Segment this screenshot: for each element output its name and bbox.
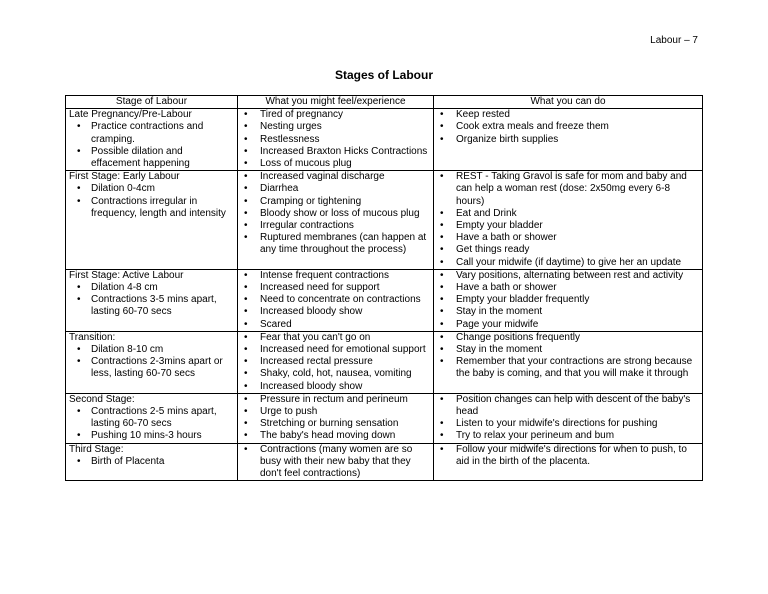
- stages-table: [65, 95, 703, 481]
- stage-detail-item: • Contractions 2-3mins apart or less, lasting 60-70 secs: [69, 356, 234, 380]
- stage-detail-item: • Dilation 8-10 cm: [69, 344, 234, 356]
- feel-item: • Loss of mucous plug: [241, 158, 430, 170]
- feel-item: • Bloody show or loss of mucous plug: [241, 208, 430, 220]
- feel-item: • Restlessness: [241, 134, 430, 146]
- feel-list: [241, 109, 430, 170]
- stage-name: Late Pregnancy/Pre-Labour: [69, 109, 192, 121]
- do-item: • Have a bath or shower: [437, 232, 699, 244]
- do-item: • Stay in the moment: [437, 344, 699, 356]
- stage-detail-item: • Practice contractions and cramping.: [69, 121, 234, 145]
- column-header-do: What you can do: [434, 96, 703, 109]
- do-item: • Organize birth supplies: [437, 134, 699, 146]
- stage-detail-item: • Birth of Placenta: [69, 456, 234, 468]
- do-cell: [434, 269, 703, 331]
- stage-detail-item: • Pushing 10 mins-3 hours: [69, 430, 234, 442]
- feel-item: • Increased bloody show: [241, 306, 430, 318]
- feel-list: [241, 444, 430, 481]
- document-title: Stages of Labour: [334, 68, 433, 82]
- table-row: [66, 269, 703, 331]
- feel-cell: [238, 109, 434, 171]
- do-item: • Vary positions, alternating between rest and activity: [437, 270, 699, 282]
- stage-detail-list: [69, 183, 234, 220]
- table-row: [66, 109, 703, 171]
- feel-item: • Intense frequent contractions: [241, 270, 430, 282]
- stage-detail-list: [69, 344, 234, 381]
- do-list: [437, 270, 699, 331]
- stage-cell: [66, 393, 238, 443]
- stage-name: First Stage: Active Labour: [69, 269, 184, 281]
- feel-item: • Fear that you can't go on: [241, 332, 430, 344]
- do-item: • Listen to your midwife's directions for pushing: [437, 418, 699, 430]
- feel-item: • Shaky, cold, hot, nausea, vomiting: [241, 368, 430, 380]
- feel-item: • Increased need for emotional support: [241, 344, 430, 356]
- stage-detail-item: • Possible dilation and effacement happening: [69, 146, 234, 170]
- feel-cell: [238, 331, 434, 393]
- column-header-stage: Stage of Labour: [66, 96, 238, 109]
- do-item: • Position changes can help with descent of the baby's head: [437, 394, 699, 418]
- do-item: • Stay in the moment: [437, 306, 699, 318]
- do-item: • Empty your bladder: [437, 220, 699, 232]
- stage-name: First Stage: Early Labour: [69, 171, 180, 183]
- stage-detail-item: • Contractions 3-5 mins apart, lasting 60-70 secs: [69, 294, 234, 318]
- feel-item: • Scared: [241, 319, 430, 331]
- do-item: • Eat and Drink: [437, 208, 699, 220]
- do-cell: [434, 443, 703, 481]
- feel-item: • Increased vaginal discharge: [241, 171, 430, 183]
- feel-item: • Urge to push: [241, 406, 430, 418]
- feel-cell: [238, 171, 434, 270]
- stage-detail-item: • Dilation 0-4cm: [69, 183, 234, 195]
- do-item: • Remember that your contractions are strong because the baby is coming, and that you will make it through: [437, 356, 699, 380]
- feel-item: • Ruptured membranes (can happen at any time throughout the process): [241, 232, 430, 256]
- do-list: [437, 171, 699, 269]
- stage-detail-list: [69, 121, 234, 170]
- feel-cell: [238, 443, 434, 481]
- feel-item: • Tired of pregnancy: [241, 109, 430, 121]
- do-list: [437, 444, 699, 468]
- table-row: [66, 443, 703, 481]
- stage-name: Second Stage:: [69, 393, 135, 405]
- table-row: [66, 331, 703, 393]
- feel-item: • Increased Braxton Hicks Contractions: [241, 146, 430, 158]
- do-item: • Empty your bladder frequently: [437, 294, 699, 306]
- feel-item: • Irregular contractions: [241, 220, 430, 232]
- do-item: • Page your midwife: [437, 319, 699, 331]
- do-cell: [434, 171, 703, 270]
- stage-detail-item: • Contractions irregular in frequency, length and intensity: [69, 196, 234, 220]
- do-list: [437, 109, 699, 146]
- feel-item: • Stretching or burning sensation: [241, 418, 430, 430]
- column-header-feel: What you might feel/experience: [238, 96, 434, 109]
- do-item: • Change positions frequently: [437, 332, 699, 344]
- stage-detail-list: [69, 282, 234, 319]
- table-body: [66, 109, 703, 481]
- do-item: • Get things ready: [437, 244, 699, 256]
- feel-cell: [238, 393, 434, 443]
- feel-item: • Diarrhea: [241, 183, 430, 195]
- do-item: • Follow your midwife's directions for when to push, to aid in the birth of the placenta.: [437, 444, 699, 468]
- stage-cell: [66, 443, 238, 481]
- do-item: • Call your midwife (if daytime) to give her an update: [437, 257, 699, 269]
- feel-item: • The baby's head moving down: [241, 430, 430, 442]
- do-cell: [434, 109, 703, 171]
- feel-item: • Pressure in rectum and perineum: [241, 394, 430, 406]
- stage-detail-list: [69, 406, 234, 443]
- feel-list: [241, 394, 430, 443]
- do-item: • REST - Taking Gravol is safe for mom and baby and can help a woman rest (dose: 2x50mg every 6-8 hours): [437, 171, 699, 208]
- do-cell: [434, 393, 703, 443]
- table-header-row: [66, 96, 703, 109]
- feel-item: • Nesting urges: [241, 121, 430, 133]
- feel-item: • Increased need for support: [241, 282, 430, 294]
- table-row: [66, 393, 703, 443]
- stage-cell: [66, 331, 238, 393]
- feel-item: • Contractions (many women are so busy with their new baby that they don't feel contractions): [241, 444, 430, 481]
- do-item: • Have a bath or shower: [437, 282, 699, 294]
- feel-item: • Increased rectal pressure: [241, 356, 430, 368]
- stage-detail-list: [69, 456, 234, 468]
- do-item: • Cook extra meals and freeze them: [437, 121, 699, 133]
- stage-cell: [66, 171, 238, 270]
- feel-item: • Need to concentrate on contractions: [241, 294, 430, 306]
- feel-cell: [238, 269, 434, 331]
- do-list: [437, 394, 699, 443]
- feel-list: [241, 171, 430, 256]
- table-row: [66, 171, 703, 270]
- feel-item: • Cramping or tightening: [241, 196, 430, 208]
- feel-list: [241, 270, 430, 331]
- do-cell: [434, 331, 703, 393]
- stage-cell: [66, 269, 238, 331]
- stage-cell: [66, 109, 238, 171]
- stage-detail-item: • Contractions 2-5 mins apart, lasting 60-70 secs: [69, 406, 234, 430]
- do-list: [437, 332, 699, 381]
- stage-name: Transition:: [69, 331, 116, 343]
- feel-list: [241, 332, 430, 393]
- do-item: • Try to relax your perineum and bum: [437, 430, 699, 442]
- page-header-label: Labour – 7: [650, 35, 698, 46]
- feel-item: • Increased bloody show: [241, 381, 430, 393]
- do-item: • Keep rested: [437, 109, 699, 121]
- stage-name: Third Stage:: [69, 443, 124, 455]
- stage-detail-item: • Dilation 4-8 cm: [69, 282, 234, 294]
